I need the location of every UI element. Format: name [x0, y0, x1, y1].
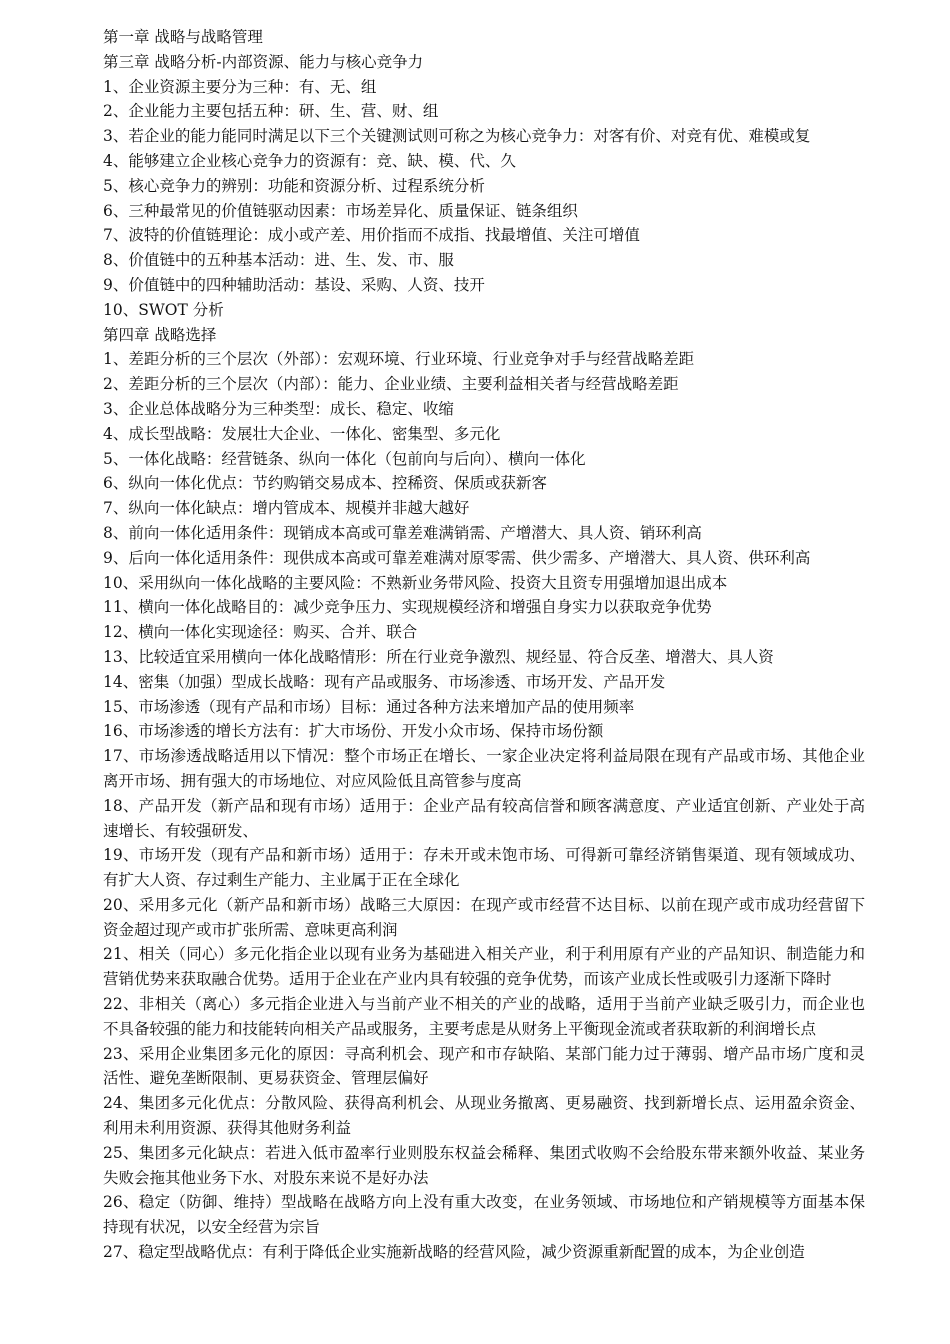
- list-item: 3、若企业的能力能同时满足以下三个关键测试则可称之为核心竞争力：对客有价、对竞有优、难模或复: [103, 127, 811, 146]
- list-item: 13、比较适宜采用横向一体化战略情形：所在行业竞争激烈、规经显、符合反垄、增潜大、具人资: [103, 647, 774, 666]
- list-item: 3、企业总体战略分为三种类型：成长、稳定、收缩: [103, 399, 454, 418]
- document-page: [103, 25, 865, 1265]
- list-item: 4、能够建立企业核心竞争力的资源有：竞、缺、模、代、久: [103, 151, 516, 170]
- list-item-paragraph: 23、采用企业集团多元化的原因：寻高利机会、现产和市存缺陷、某部门能力过于薄弱、增产品市场广度和灵活性、避免垄断限制、更易获资金、管理层偏好: [103, 1044, 865, 1088]
- list-item: 9、价值链中的四种辅助活动：基设、采购、人资、技开: [103, 275, 485, 294]
- list-item: 5、核心竞争力的辨别：功能和资源分析、过程系统分析: [103, 176, 485, 195]
- list-item-paragraph: 19、市场开发（现有产品和新市场）适用于：存未开或未饱市场、可得新可靠经济销售渠道、现有领域成功、有扩大人资、存过剩生产能力、主业属于正在全球化: [103, 846, 865, 890]
- list-item: 14、密集（加强）型成长战略：现有产品或服务、市场渗透、市场开发、产品开发: [103, 672, 666, 691]
- list-item: 10、采用纵向一体化战略的主要风险：不熟新业务带风险、投资大且资专用强增加退出成本: [103, 573, 728, 592]
- chapter-4-heading: 第四章 战略选择: [103, 325, 217, 344]
- chapter-1-heading: 第一章 战略与战略管理: [103, 28, 263, 46]
- list-item: 15、市场渗透（现有产品和市场）目标：通过各种方法来增加产品的使用频率: [103, 697, 635, 716]
- list-item: 16、市场渗透的增长方法有：扩大市场份、开发小众市场、保持市场份额: [103, 722, 604, 741]
- list-item-paragraph: 17、市场渗透战略适用以下情况：整个市场正在增长、一家企业决定将利益局限在现有产品或市场、其他企业离开市场、拥有强大的市场地位、对应风险低且高管参与度高: [103, 747, 865, 790]
- list-item: 5、一体化战略：经营链条、纵向一体化（包前向与后向）、横向一体化: [103, 449, 586, 468]
- chapter-3-heading: 第三章 战略分析-内部资源、能力与核心竞争力: [103, 52, 424, 71]
- list-item-paragraph: 27、稳定型战略优点：有利于降低企业实施新战略的经营风险，减少资源重新配置的成本，为企业创造: [103, 1243, 805, 1262]
- list-item: 1、差距分析的三个层次（外部）：宏观环境、行业环境、行业竞争对手与经营战略差距: [103, 350, 695, 369]
- list-item: 8、价值链中的五种基本活动：进、生、发、市、服: [103, 251, 454, 270]
- list-item: 7、纵向一体化缺点：增内管成本、规模并非越大越好: [103, 499, 470, 518]
- list-item: 6、纵向一体化优点：节约购销交易成本、控稀资、保质或获新客: [103, 474, 547, 493]
- list-item: 2、企业能力主要包括五种：研、生、营、财、组: [103, 102, 439, 121]
- list-item: 10、SWOT 分析: [103, 300, 224, 319]
- list-item: 1、企业资源主要分为三种：有、无、组: [103, 77, 377, 96]
- list-item: 12、横向一体化实现途径：购买、合并、联合: [103, 623, 418, 642]
- list-item-paragraph: 26、稳定（防御、维持）型战略在战略方向上没有重大改变，在业务领域、市场地位和产销规模等方面基本保持现有状况，以安全经营为宗旨: [103, 1193, 865, 1237]
- list-item: 11、横向一体化战略目的：减少竞争压力、实现规模经济和增强自身实力以获取竞争优势: [103, 598, 712, 617]
- list-item: 8、前向一体化适用条件：现销成本高或可靠差难满销需、产增潜大、具人资、销环利高: [103, 523, 702, 542]
- list-item: 4、成长型战略：发展壮大企业、一体化、密集型、多元化: [103, 424, 501, 443]
- list-item: 6、三种最常见的价值链驱动因素：市场差异化、质量保证、链条组织: [103, 201, 578, 220]
- list-item-paragraph: 22、非相关（离心）多元指企业进入与当前产业不相关的产业的战略，适用于当前产业缺乏吸引力，而企业也不具备较强的能力和技能转向相关产品或服务，主要考虑是从财务上平衡现金流或者获取新的利润增长点: [103, 995, 865, 1038]
- list-item-paragraph: 24、集团多元化优点：分散风险、获得高利机会、从现业务撤离、更易融资、找到新增长点、运用盈余资金、利用未利用资源、获得其他财务利益: [103, 1094, 865, 1138]
- list-item: 7、波特的价值链理论：成小或产差、用价指而不成指、找最增值、关注可增值: [103, 226, 640, 245]
- list-item: 9、后向一体化适用条件：现供成本高或可靠差难满对原零需、供少需多、产增潜大、具人资、供环利高: [103, 548, 811, 567]
- list-item-paragraph: 25、集团多元化缺点：若进入低市盈率行业则股东权益会稀释、集团式收购不会给股东带来额外收益、某业务失败会拖其他业务下水、对股东来说不是好办法: [103, 1143, 865, 1187]
- list-item: 2、差距分析的三个层次（内部）：能力、企业业绩、主要利益相关者与经营战略差距: [103, 375, 679, 394]
- list-item-paragraph: 20、采用多元化（新产品和新市场）战略三大原因：在现产或市经营不达目标、以前在现产或市成功经营留下资金超过现产或市扩张所需、意味更高利润: [103, 895, 865, 939]
- list-item-paragraph: 18、产品开发（新产品和现有市场）适用于：企业产品有较高信誉和顾客满意度、产业适宜创新、产业处于高速增长、有较强研发、: [103, 796, 865, 840]
- list-item-paragraph: 21、相关（同心）多元化指企业以现有业务为基础进入相关产业，利于利用原有产业的产品知识、制造能力和营销优势来获取融合优势。适用于企业在产业内具有较强的竞争优势，而该产业成长性或吸引力逐渐下降时: [103, 945, 865, 989]
